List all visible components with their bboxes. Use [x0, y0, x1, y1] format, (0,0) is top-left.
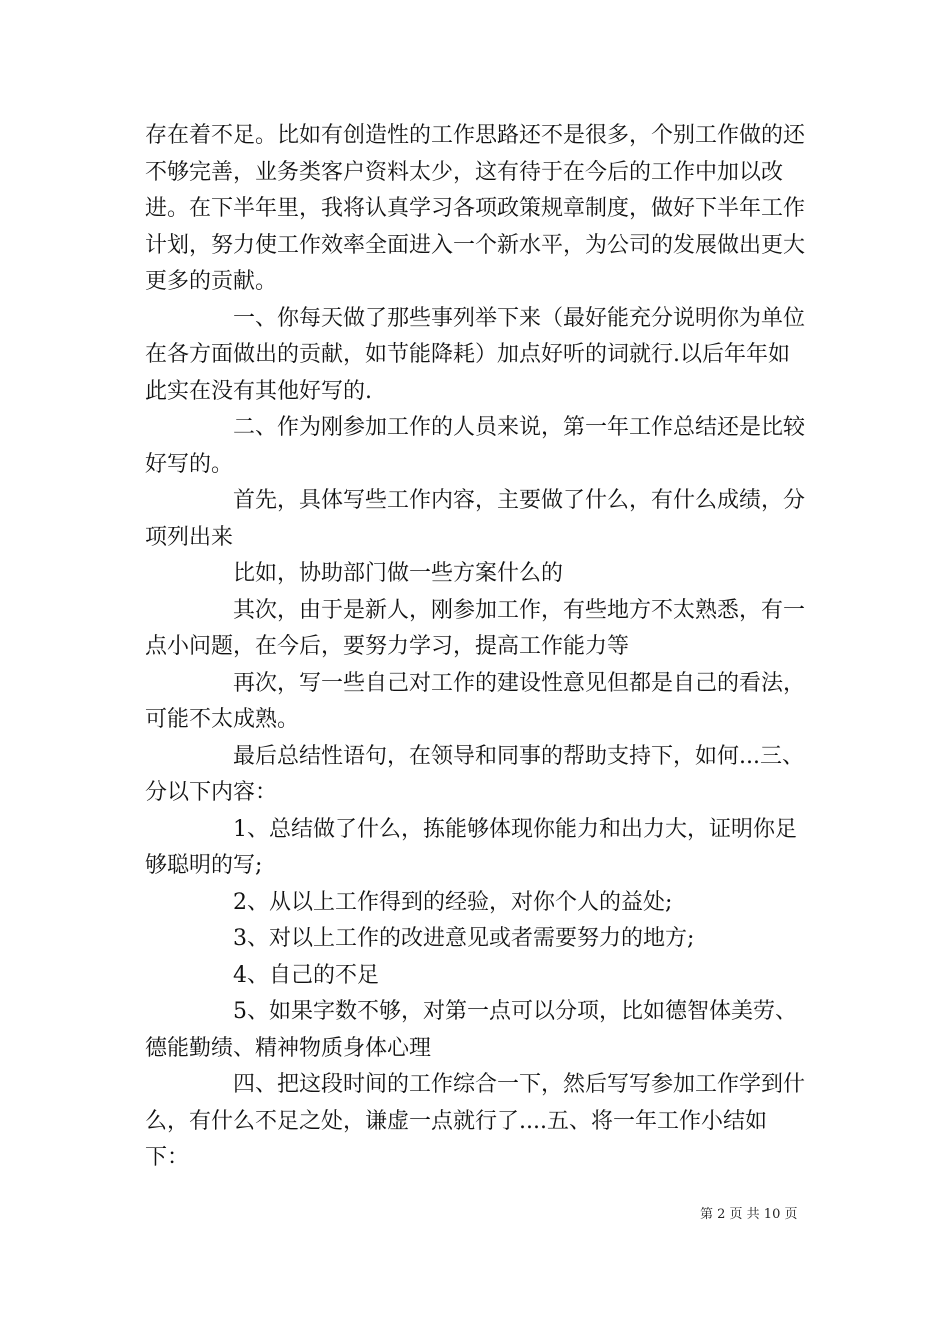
- paragraph: 一、你每天做了那些事列举下来（最好能充分说明你为单位在各方面做出的贡献，如节能降耗）加点好听的词就行.以后年年如此实在没有其他好写的.: [145, 305, 806, 404]
- paragraph: 其次，由于是新人，刚参加工作，有些地方不太熟悉，有一点小问题，在今后，要努力学习，提高工作能力等: [145, 597, 806, 659]
- paragraph: 存在着不足。比如有创造性的工作思路还不是很多，个别工作做的还不够完善，业务类客户资料太少，这有待于在今后的工作中加以改进。在下半年里，我将认真学习各项政策规章制度，做好下半年工作计划，努力使工作效率全面进入一个新水平，为公司的发展做出更大更多的贡献。: [145, 123, 806, 294]
- page-number: 第 2 页 共 10 页: [700, 1207, 798, 1222]
- paragraph: 3、对以上工作的改进意见或者需要努力的地方;: [145, 926, 695, 951]
- paragraph: 二、作为刚参加工作的人员来说，第一年工作总结还是比较好写的。: [145, 415, 806, 477]
- paragraph: 首先，具体写些工作内容，主要做了什么，有什么成绩，分项列出来: [145, 488, 806, 550]
- paragraph: 最后总结性语句，在领导和同事的帮助支持下，如何...三、分以下内容：: [145, 743, 804, 805]
- paragraph: 1、总结做了什么，拣能够体现你能力和出力大，证明你足够聪明的写;: [145, 816, 797, 878]
- paragraph: 四、把这段时间的工作综合一下，然后写写参加工作学到什么，有什么不足之处，谦虚一点就行了....五、将一年工作小结如下：: [145, 1072, 806, 1170]
- paragraph: 比如，协助部门做一些方案什么的: [145, 561, 564, 586]
- paragraph: 5、如果字数不够，对第一点可以分项，比如德智体美劳、德能勤绩、精神物质身体心理: [145, 999, 797, 1061]
- paragraph: 2、从以上工作得到的经验，对你个人的益处;: [145, 889, 673, 915]
- paragraph: 再次，写一些自己对工作的建设性意见但都是自己的看法，可能不太成熟。: [145, 670, 806, 732]
- paragraph: 4、自己的不足: [145, 962, 379, 988]
- document-body: [145, 118, 809, 1177]
